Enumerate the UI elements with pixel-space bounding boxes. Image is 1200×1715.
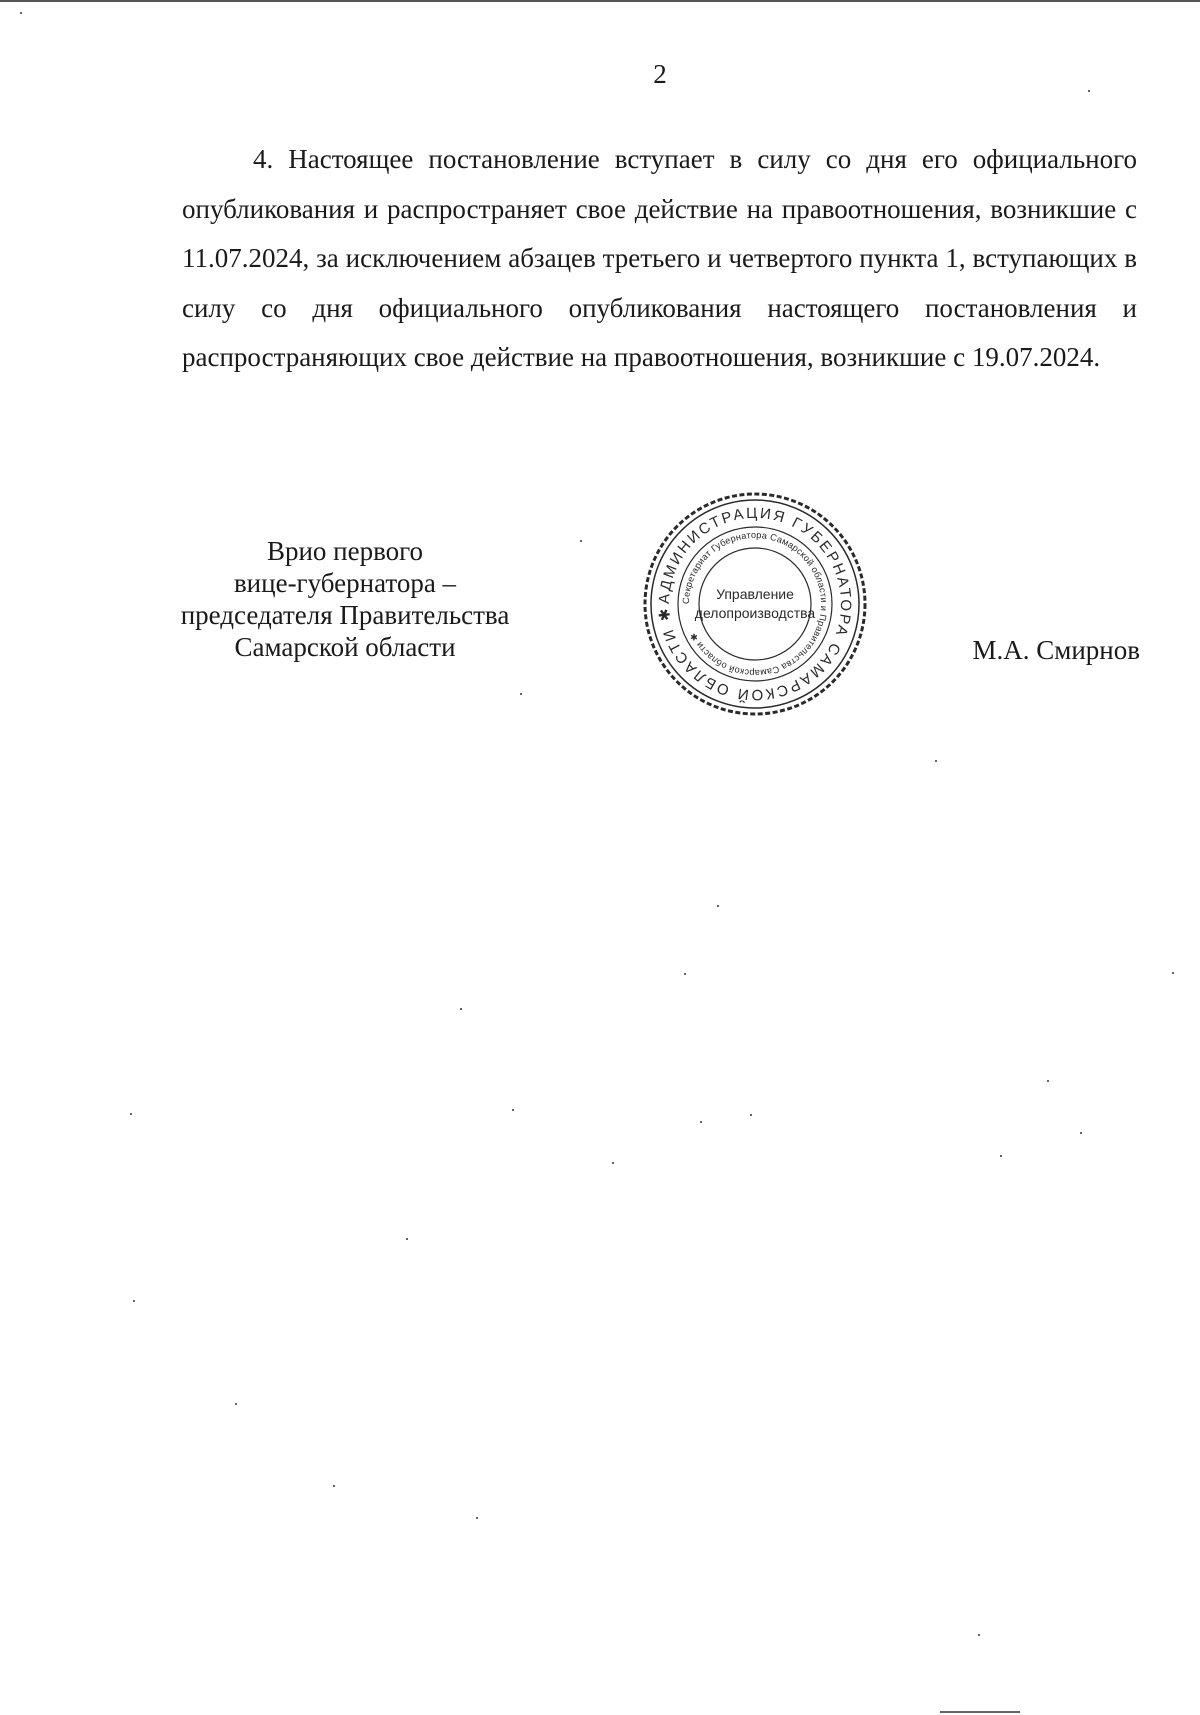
signatory-line-1: Врио первого <box>266 536 424 566</box>
scan-speck <box>512 1109 514 1111</box>
stamp-inner-text: Секретариат Губернатора Самарской области и Правительства Самарской области ✱ <box>680 529 830 679</box>
stamp-outer-text: АДМИНИСТРАЦИЯ ГУБЕРНАТОРА САМАРСКОЙ ОБЛАСТИ ✱ <box>655 504 855 704</box>
scan-speck <box>406 1238 408 1240</box>
scan-speck <box>520 693 522 695</box>
scan-speck <box>717 905 719 907</box>
stamp-center-line-1: Управление <box>716 586 794 602</box>
signatory-line-3: председателя Правительства <box>180 600 510 630</box>
scan-speck <box>460 1008 462 1010</box>
signer-name: М.А. Смирнов <box>972 635 1140 665</box>
scan-speck <box>750 1114 752 1116</box>
bottom-edge-mark <box>940 1711 1020 1713</box>
scan-speck <box>476 1517 478 1519</box>
signatory-line-4: Самарской области <box>234 632 456 662</box>
scan-speck <box>235 1403 237 1405</box>
scan-speck <box>1172 972 1174 974</box>
scan-speck <box>684 973 686 975</box>
signatory-title <box>160 535 530 663</box>
scan-speck <box>133 1300 135 1302</box>
scan-speck <box>1080 1132 1082 1134</box>
official-stamp <box>640 489 870 719</box>
scan-speck <box>333 1485 335 1487</box>
top-edge-line <box>0 0 1200 2</box>
scan-speck <box>130 1113 132 1115</box>
page-number: 2 <box>653 59 667 89</box>
signatory-line-2: вице-губернатора – <box>233 568 457 598</box>
scan-speck <box>612 1162 614 1164</box>
scan-speck <box>978 1634 980 1636</box>
stamp-center-line-2: делопроизводства <box>694 605 816 621</box>
scan-speck <box>935 760 937 762</box>
scan-speck <box>20 12 22 14</box>
scan-speck <box>700 1121 702 1123</box>
scan-speck <box>580 540 582 542</box>
paragraph-4: 4. Настоящее постановление вступает в силу со дня его официального опубликования и распространяет свое действие на правоотношения, возникшие с 11.07.2024, за исключением абзацев третьего и четвертого пункта 1, вступающих в силу со дня официального опубликования настоящего постановления и распространяющих свое действие на правоотношения, возникшие с 19.07.2024. <box>182 144 1137 372</box>
scan-speck <box>1000 1155 1002 1157</box>
scan-speck <box>1047 1080 1049 1082</box>
scan-speck <box>1088 90 1090 92</box>
